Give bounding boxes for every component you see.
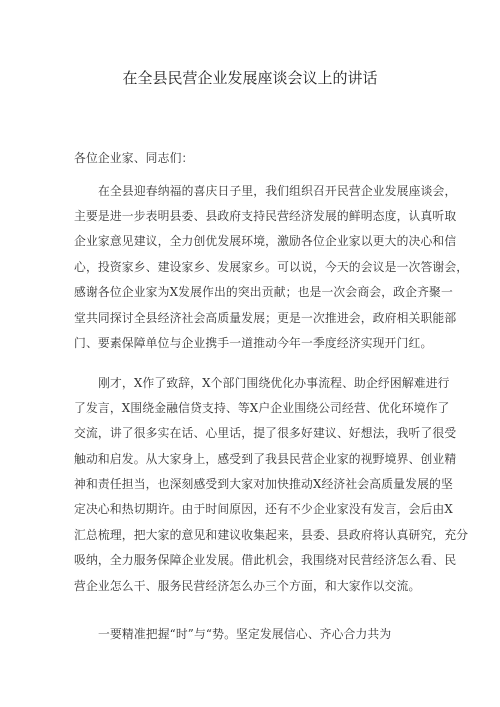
paragraph-line: 吸纳，全力服务保障企业发展。借此机会，我围绕对民营经济怎么看、民 xyxy=(74,553,457,567)
paragraph-line: 主要是进一步表明县委、县政府支持民营经济发展的鲜明态度，认真听取 xyxy=(74,209,457,223)
paragraph-line: 一要精准把握“时”与“势。坚定发展信心、齐心合力共为 xyxy=(98,627,392,641)
paragraph-line: 感谢各位企业家为X发展作出的突出贡献；也是一次会商会，政企齐聚一 xyxy=(74,285,453,299)
paragraph-line: 触动和启发。从大家身上，感受到了我县民营企业家的视野境界、创业精 xyxy=(74,452,457,466)
paragraph-line: 企业家意见建议，全力创优发展环境，激励各位企业家以更大的决心和信 xyxy=(74,234,457,248)
paragraph-line: 在全县迎春纳福的喜庆日子里，我们组织召开民营企业发展座谈会， xyxy=(98,184,457,198)
paragraph-line: 了发言，X围绕金融信贷支持、等X户企业围绕公司经营、优化环境作了 xyxy=(74,401,450,415)
paragraph-line: 交流，讲了很多实在话、心里话，提了很多好建议、好想法，我听了很受 xyxy=(74,426,457,440)
paragraph-line: 心，投资家乡、建设家乡、发展家乡。可以说，今天的会议是一次答谢会， xyxy=(74,260,469,274)
paragraph-line: 神和责任担当，也深刻感受到大家对加快推动X经济社会高质量发展的坚 xyxy=(74,477,453,491)
paragraph-line: 堂共同探讨全县经济社会高质量发展；更是一次推进会，政府相关职能部 xyxy=(74,311,457,325)
document-title: 在全县民营企业发展座谈会议上的讲话 xyxy=(122,69,378,87)
paragraph-line: 定决心和热切期许。由于时间原因，还有不少企业家没有发言，会后由X xyxy=(74,502,453,516)
paragraph-line: 门、要素保障单位与企业携手一道推动今年一季度经济实现开门红。 xyxy=(74,336,433,350)
salutation: 各位企业家、同志们： xyxy=(74,151,194,165)
paragraph-line: 刚才，X作了致辞，X个部门围绕优化办事流程、助企纾困解难进行 xyxy=(98,376,450,390)
paragraph-line: 营企业怎么干、服务民营经济怎么办三个方面，和大家作以交流。 xyxy=(74,579,421,593)
paragraph-line: 汇总梳理，把大家的意见和建议收集起来，县委、县政府将认真研究，充分 xyxy=(74,528,469,542)
